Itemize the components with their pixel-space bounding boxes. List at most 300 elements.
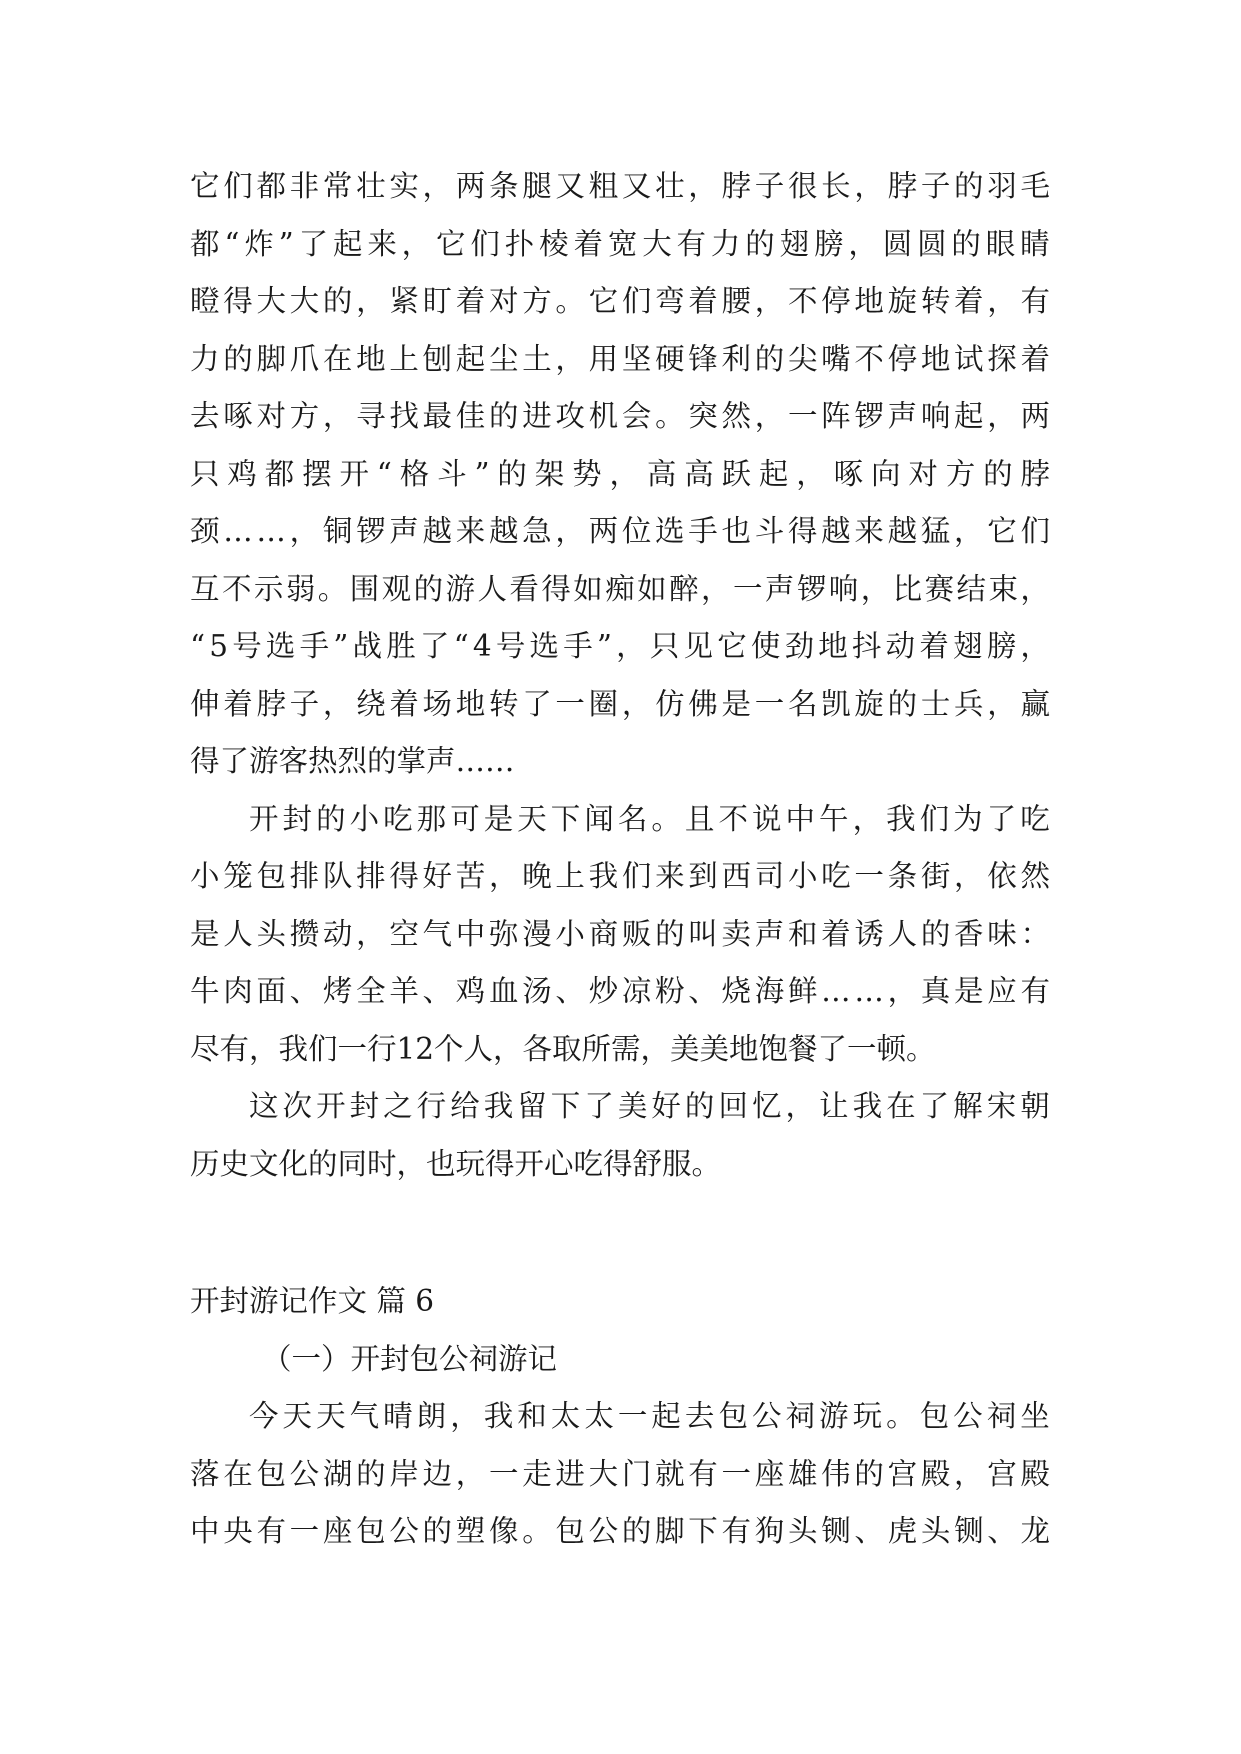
glyph: 给 xyxy=(450,1089,480,1123)
glyph: 狗 xyxy=(754,1514,785,1548)
glyph: 使 xyxy=(750,629,781,663)
glyph: 结 xyxy=(956,571,987,606)
glyph: ” xyxy=(333,629,349,663)
glyph: 圆 xyxy=(917,226,947,261)
glyph: 探 xyxy=(987,341,1017,376)
glyph: 解 xyxy=(953,1089,983,1123)
glyph: 急 xyxy=(522,514,552,548)
glyph: 烤 xyxy=(322,974,353,1008)
glyph: 都 xyxy=(190,226,220,261)
glyph: 然 xyxy=(721,399,752,433)
glyph: 粉 xyxy=(655,974,685,1008)
glyph: 气 xyxy=(422,916,453,951)
glyph: 排 xyxy=(356,859,386,893)
line-text: 历史文化的同时，也玩得开心吃得舒服。 xyxy=(190,1146,722,1181)
glyph: 来 xyxy=(854,514,884,548)
glyph: 进 xyxy=(522,399,552,433)
glyph: 炸 xyxy=(244,226,274,261)
glyph: 玩 xyxy=(852,1399,883,1433)
glyph: 头 xyxy=(787,1514,818,1548)
glyph: 我 xyxy=(483,1089,514,1123)
glyph: 地 xyxy=(356,341,386,376)
glyph: 架 xyxy=(534,456,565,491)
glyph: ， xyxy=(1020,571,1050,606)
glyph: 壮 xyxy=(655,169,685,203)
glyph: 们 xyxy=(621,859,652,893)
glyph: ， xyxy=(688,169,718,203)
glyph: 条 xyxy=(488,169,519,203)
glyph: 游 xyxy=(445,571,476,606)
glyph: 晴 xyxy=(383,1399,413,1433)
glyph: 中 xyxy=(455,916,486,951)
text-line xyxy=(190,1388,1050,1446)
glyph: 头 xyxy=(256,916,286,951)
glyph: 应 xyxy=(987,974,1017,1008)
glyph: 最 xyxy=(422,399,453,433)
glyph: 和 xyxy=(517,1399,547,1433)
text-line xyxy=(190,676,1050,734)
glyph: 鲜 xyxy=(787,974,818,1008)
glyph: 两 xyxy=(455,169,486,203)
glyph: 牛 xyxy=(190,974,220,1008)
glyph: 大 xyxy=(642,226,672,261)
glyph: 有 xyxy=(721,1514,752,1548)
glyph: 凯 xyxy=(821,686,851,721)
glyph: 坐 xyxy=(1020,1399,1050,1433)
glyph: 、 xyxy=(555,974,585,1008)
glyph: ， xyxy=(701,571,731,606)
glyph: 了 xyxy=(419,629,450,663)
glyph: 下 xyxy=(688,1514,718,1548)
line-text: 尽有，我们一行12个人，各取所需，美美地饱餐了一顿。 xyxy=(190,1031,936,1066)
glyph: 选 xyxy=(529,629,560,663)
glyph: 手 xyxy=(688,514,718,548)
glyph: 大 xyxy=(289,284,320,318)
glyph: 们 xyxy=(223,169,253,203)
glyph: “ xyxy=(190,629,206,663)
glyph: ， xyxy=(322,399,353,433)
glyph: 有 xyxy=(1020,974,1050,1008)
glyph: 走 xyxy=(522,1456,552,1491)
glyph: 落 xyxy=(190,1456,220,1491)
glyph: 它 xyxy=(588,284,619,318)
glyph: 太 xyxy=(584,1399,614,1433)
glyph: 动 xyxy=(322,916,353,951)
glyph: 包 xyxy=(718,1399,748,1433)
text-line xyxy=(190,791,1050,849)
glyph: 头 xyxy=(920,1514,951,1548)
glyph: 选 xyxy=(655,514,685,548)
glyph: ， xyxy=(455,1456,486,1491)
glyph: ， xyxy=(356,916,386,951)
text-line xyxy=(190,446,1050,504)
glyph: 然 xyxy=(1020,859,1050,893)
glyph: ， xyxy=(401,226,432,261)
glyph: 来 xyxy=(655,859,685,893)
glyph: 有 xyxy=(688,1456,718,1491)
glyph: 斗 xyxy=(437,456,467,491)
glyph: 全 xyxy=(356,974,386,1008)
glyph: 是 xyxy=(721,686,752,721)
glyph: ， xyxy=(848,226,878,261)
glyph: 宽 xyxy=(607,226,638,261)
glyph: 膀 xyxy=(813,226,844,261)
glyph: 汤 xyxy=(522,974,552,1008)
glyph: 就 xyxy=(655,1456,685,1491)
glyph: 今 xyxy=(249,1399,279,1433)
glyph: 用 xyxy=(588,341,619,376)
glyph: ， xyxy=(356,284,386,318)
glyph: 队 xyxy=(322,859,353,893)
glyph: 诱 xyxy=(854,916,884,951)
glyph: 得 xyxy=(541,571,571,606)
glyph: 有 xyxy=(1020,284,1050,318)
glyph: 对 xyxy=(256,399,286,433)
glyph: ， xyxy=(954,514,984,548)
glyph: 天 xyxy=(517,801,547,836)
glyph: 下 xyxy=(550,801,581,836)
glyph: 颈 xyxy=(190,514,220,548)
section-subheading: （一）开封包公祠游记 xyxy=(262,1341,558,1376)
text-line xyxy=(190,963,1050,1021)
glyph: 大 xyxy=(588,1456,619,1491)
glyph: 赛 xyxy=(924,571,955,606)
glyph: … xyxy=(821,974,851,1008)
glyph: 商 xyxy=(588,916,619,951)
glyph: 的 xyxy=(954,169,984,203)
glyph: ， xyxy=(860,571,891,606)
glyph: 弯 xyxy=(655,284,685,318)
glyph: 虎 xyxy=(887,1514,918,1548)
glyph: 味 xyxy=(987,916,1017,951)
glyph: 肉 xyxy=(223,974,253,1008)
glyph: 对 xyxy=(488,284,519,318)
glyph: 有 xyxy=(256,1514,286,1548)
glyph: 胜 xyxy=(386,629,416,663)
glyph: ， xyxy=(987,284,1017,318)
glyph: 来 xyxy=(367,226,397,261)
glyph: 佳 xyxy=(455,399,486,433)
glyph: 进 xyxy=(555,1456,585,1491)
glyph: 嘴 xyxy=(821,341,851,376)
glyph: 铡 xyxy=(954,1514,984,1548)
glyph: 的 xyxy=(356,1456,386,1491)
glyph: 号 xyxy=(495,629,526,663)
glyph: 在 xyxy=(223,1456,253,1491)
glyph: 子 xyxy=(920,169,951,203)
glyph: 、 xyxy=(854,1514,884,1548)
glyph: 锣 xyxy=(854,399,884,433)
glyph: 停 xyxy=(887,341,918,376)
glyph: 它 xyxy=(436,226,466,261)
glyph: 又 xyxy=(621,169,652,203)
glyph: ， xyxy=(422,169,453,203)
glyph: 门 xyxy=(621,1456,652,1491)
glyph: 宫 xyxy=(987,1456,1017,1491)
glyph: 街 xyxy=(920,859,951,893)
glyph: 得 xyxy=(389,859,419,893)
glyph: 仿 xyxy=(655,686,685,721)
glyph: 越 xyxy=(422,514,453,548)
glyph: 不 xyxy=(221,571,252,606)
glyph: 一 xyxy=(617,1399,648,1433)
glyph: 斗 xyxy=(754,514,785,548)
text-line xyxy=(190,1136,1050,1194)
glyph: 互 xyxy=(190,571,220,606)
glyph: 旋 xyxy=(854,686,884,721)
glyph: … xyxy=(256,514,286,548)
glyph: 劲 xyxy=(784,629,815,663)
glyph: 包 xyxy=(356,1514,386,1548)
glyph: 见 xyxy=(683,629,714,663)
glyph: 格 xyxy=(399,456,430,491)
glyph: 醉 xyxy=(669,571,699,606)
glyph: 的 xyxy=(887,686,918,721)
glyph: ， xyxy=(616,629,646,663)
glyph: 苦 xyxy=(455,859,486,893)
glyph: 名 xyxy=(617,801,648,836)
glyph: 的 xyxy=(983,456,1013,491)
glyph: 。 xyxy=(886,1399,916,1433)
glyph: 抖 xyxy=(851,629,882,663)
glyph: ， xyxy=(754,284,785,318)
glyph: 漫 xyxy=(522,916,552,951)
glyph: 小 xyxy=(190,859,220,893)
glyph: 。 xyxy=(655,399,685,433)
glyph: 弱 xyxy=(285,571,316,606)
glyph: 力 xyxy=(190,341,220,376)
text-line xyxy=(190,1503,1050,1561)
glyph: 脚 xyxy=(256,341,286,376)
glyph: 绕 xyxy=(356,686,386,721)
glyph: 的 xyxy=(920,916,951,951)
glyph: 长 xyxy=(821,169,851,203)
glyph: 眼 xyxy=(985,226,1016,261)
glyph: 锣 xyxy=(356,514,386,548)
glyph: 我 xyxy=(852,1089,883,1123)
paragraph-baogong xyxy=(190,1388,1050,1561)
glyph: ， xyxy=(987,686,1017,721)
glyph: 有 xyxy=(676,226,707,261)
glyph: 空 xyxy=(389,916,419,951)
glyph: 好 xyxy=(422,859,453,893)
glyph: 天 xyxy=(316,1399,346,1433)
glyph: … xyxy=(854,974,884,1008)
glyph: 痴 xyxy=(605,571,635,606)
glyph: 如 xyxy=(573,571,603,606)
glyph: 脖 xyxy=(256,686,286,721)
glyph: 粗 xyxy=(588,169,619,203)
glyph: 包 xyxy=(555,1514,585,1548)
glyph: 起 xyxy=(455,341,486,376)
paragraph-snacks xyxy=(190,791,1050,1079)
glyph: 5 xyxy=(209,629,229,663)
glyph: 这 xyxy=(249,1089,279,1123)
text-line xyxy=(190,388,1050,446)
glyph: 位 xyxy=(621,514,652,548)
glyph: ， xyxy=(289,514,320,548)
glyph: 起 xyxy=(651,1399,681,1433)
glyph: 伸 xyxy=(190,686,220,721)
glyph: 阵 xyxy=(821,399,851,433)
glyph: 宫 xyxy=(887,1456,918,1491)
glyph: 脚 xyxy=(655,1514,685,1548)
glyph: 且 xyxy=(684,801,715,836)
glyph: 面 xyxy=(256,974,286,1008)
glyph: 下 xyxy=(550,1089,581,1123)
glyph: 排 xyxy=(289,859,320,893)
glyph: 们 xyxy=(1020,514,1050,548)
glyph: 的 xyxy=(621,1514,652,1548)
glyph: 是 xyxy=(954,974,984,1008)
glyph: 祠 xyxy=(785,1399,816,1433)
glyph: 实 xyxy=(389,169,419,203)
glyph: ， xyxy=(609,456,639,491)
glyph: 说 xyxy=(751,801,782,836)
glyph: 紧 xyxy=(389,284,419,318)
glyph: 人 xyxy=(477,571,507,606)
glyph: 像 xyxy=(488,1514,519,1548)
glyph: 座 xyxy=(754,1456,785,1491)
glyph: 那 xyxy=(416,801,447,836)
text-line xyxy=(190,618,1050,676)
glyph: 在 xyxy=(322,341,353,376)
glyph: 大 xyxy=(256,284,286,318)
glyph: 转 xyxy=(488,686,519,721)
glyph: 旋 xyxy=(887,284,918,318)
glyph: 包 xyxy=(919,1399,950,1433)
glyph: 爪 xyxy=(289,341,320,376)
glyph: 盯 xyxy=(422,284,453,318)
text-line xyxy=(190,158,1050,216)
glyph: “ xyxy=(224,226,240,261)
glyph: 都 xyxy=(264,456,295,491)
glyph: 跃 xyxy=(721,456,752,491)
glyph: 行 xyxy=(416,1089,447,1123)
glyph: 我 xyxy=(483,1399,514,1433)
glyph: 常 xyxy=(322,169,353,203)
glyph: 得 xyxy=(223,284,253,318)
text-line xyxy=(190,848,1050,906)
glyph: 手 xyxy=(563,629,593,663)
glyph: 两 xyxy=(1020,399,1050,433)
glyph: 闻 xyxy=(584,801,614,836)
glyph: 吃 xyxy=(821,859,851,893)
glyph: 叫 xyxy=(688,916,718,951)
glyph: 太 xyxy=(550,1399,581,1433)
glyph: 封 xyxy=(282,801,313,836)
glyph: … xyxy=(223,514,253,548)
text-line xyxy=(190,561,1050,619)
glyph: 公 xyxy=(588,1514,619,1548)
glyph: ， xyxy=(450,1399,480,1433)
glyph: 烧 xyxy=(721,974,752,1008)
glyph: 们 xyxy=(470,226,500,261)
glyph: 棱 xyxy=(539,226,569,261)
glyph: 响 xyxy=(828,571,859,606)
glyph: 啄 xyxy=(833,456,864,491)
glyph: 声 xyxy=(389,514,419,548)
glyph: 鸡 xyxy=(455,974,486,1008)
glyph: 西 xyxy=(721,859,752,893)
text-line xyxy=(190,1078,1050,1136)
glyph: 吃 xyxy=(1020,801,1050,836)
glyph: 声 xyxy=(764,571,795,606)
glyph: 示 xyxy=(253,571,284,606)
glyph: 的 xyxy=(684,1089,715,1123)
glyph: 上 xyxy=(389,341,419,376)
glyph: ， xyxy=(887,974,918,1008)
line-text: 得了游客热烈的掌声…… xyxy=(190,744,515,778)
glyph: 我 xyxy=(886,801,916,836)
glyph: 非 xyxy=(289,169,320,203)
glyph: 很 xyxy=(787,169,818,203)
glyph: 猛 xyxy=(920,514,951,548)
glyph: 让 xyxy=(819,1089,849,1123)
glyph: 膀 xyxy=(986,629,1017,663)
glyph: 祠 xyxy=(986,1399,1017,1433)
glyph: 羽 xyxy=(987,169,1017,203)
glyph: 小 xyxy=(787,859,818,893)
glyph: 是 xyxy=(190,916,220,951)
glyph: 人 xyxy=(887,916,918,951)
glyph: 脖 xyxy=(721,169,752,203)
glyph: 。 xyxy=(317,571,348,606)
glyph: 观 xyxy=(381,571,412,606)
glyph: 去 xyxy=(190,399,220,433)
glyph: 翅 xyxy=(953,629,983,663)
glyph: 宋 xyxy=(986,1089,1017,1123)
glyph: 我 xyxy=(588,859,619,893)
glyph: 翅 xyxy=(779,226,810,261)
glyph: ， xyxy=(621,686,652,721)
glyph: 地 xyxy=(818,629,848,663)
glyph: 了 xyxy=(584,1089,614,1123)
glyph: 试 xyxy=(954,341,984,376)
glyph: 的 xyxy=(497,456,527,491)
glyph: 上 xyxy=(555,859,585,893)
text-line xyxy=(190,1021,1050,1079)
glyph: 一 xyxy=(787,399,818,433)
glyph: 开 xyxy=(316,1089,346,1123)
section-heading: 开封游记作文 篇 6 xyxy=(190,1284,435,1318)
glyph: 响 xyxy=(920,399,951,433)
document-body xyxy=(190,158,1050,1561)
glyph: 一 xyxy=(289,1514,320,1548)
glyph: 方 xyxy=(522,284,552,318)
glyph: 束 xyxy=(988,571,1018,606)
glyph: 的 xyxy=(223,341,253,376)
glyph: 比 xyxy=(892,571,923,606)
glyph: 着 xyxy=(573,226,603,261)
glyph: 围 xyxy=(349,571,380,606)
text-line xyxy=(190,216,1050,274)
glyph: 的 xyxy=(413,571,444,606)
glyph: 力 xyxy=(710,226,741,261)
glyph: 司 xyxy=(754,859,785,893)
glyph: 对 xyxy=(908,456,938,491)
glyph: 中 xyxy=(785,801,816,836)
glyph: 会 xyxy=(621,399,652,433)
glyph: 瞪 xyxy=(190,284,220,318)
section xyxy=(190,1273,1050,1561)
glyph: 开 xyxy=(249,801,279,836)
glyph: 游 xyxy=(819,1399,849,1433)
glyph: 啄 xyxy=(223,399,253,433)
glyph: 公 xyxy=(289,1456,320,1491)
glyph: 一 xyxy=(754,686,785,721)
glyph: 声 xyxy=(887,399,918,433)
